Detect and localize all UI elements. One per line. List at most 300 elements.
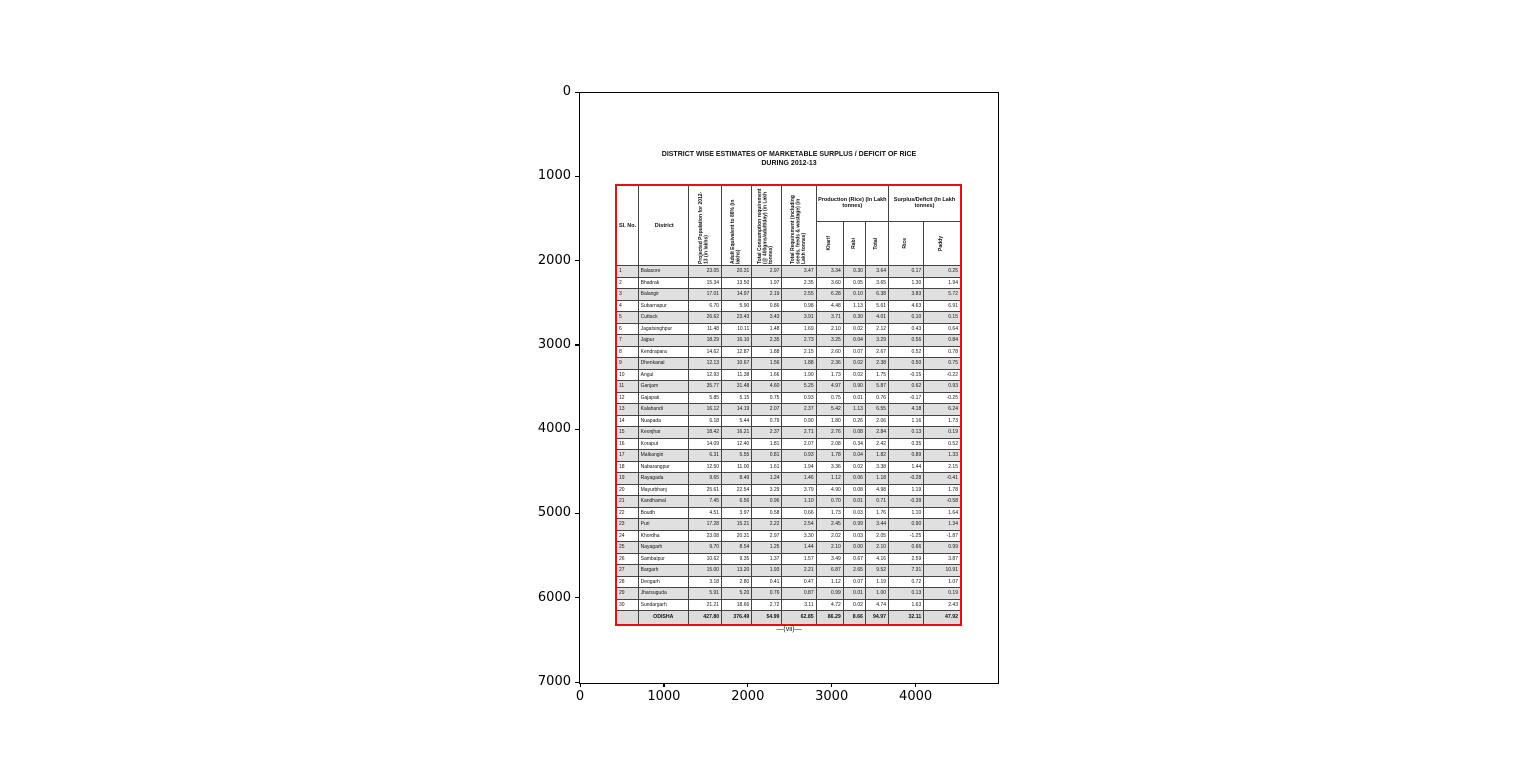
table-cell: 0.52 <box>889 346 924 358</box>
table-cell: 0.43 <box>889 323 924 335</box>
table-cell: 25.61 <box>688 484 721 496</box>
table-cell: 1.12 <box>816 576 843 588</box>
table-body <box>616 266 961 625</box>
table-cell: 3.18 <box>688 576 721 588</box>
table-cell: 6 <box>616 323 638 335</box>
table-cell: 4.60 <box>752 381 782 393</box>
table-cell: 2.72 <box>752 599 782 611</box>
table-cell: 0.06 <box>843 473 865 485</box>
table-cell: Deogarh <box>638 576 688 588</box>
table-cell: -0.17 <box>889 392 924 404</box>
table-cell: 3.91 <box>782 312 816 324</box>
table-cell: 6.56 <box>722 496 752 508</box>
table-cell: 9.65 <box>688 473 721 485</box>
table-cell: Kandhamal <box>638 496 688 508</box>
table-cell: 0.41 <box>752 576 782 588</box>
table-cell: 30 <box>616 599 638 611</box>
table-row <box>616 404 961 416</box>
table-cell: 2.45 <box>816 519 843 531</box>
table-cell: 6.18 <box>688 415 721 427</box>
table-cell: 6.28 <box>816 289 843 301</box>
table-cell: 0.90 <box>889 519 924 531</box>
table-cell: -0.25 <box>924 392 961 404</box>
y-axis-tick-label: 1000 <box>537 168 571 184</box>
table-cell: 1.07 <box>924 576 961 588</box>
header-surplus-deficit-group: Surplus/Deficit (In Lakh tonnes) <box>889 185 961 221</box>
table-row <box>616 346 961 358</box>
table-cell: 2 <box>616 277 638 289</box>
table-cell: 1.82 <box>865 450 888 462</box>
table-cell: 1.78 <box>924 484 961 496</box>
table-cell: 13 <box>616 404 638 416</box>
table-row <box>616 473 961 485</box>
table-cell: 7.45 <box>688 496 721 508</box>
table-cell: 1.18 <box>865 473 888 485</box>
table-cell: 2.80 <box>722 576 752 588</box>
table-row <box>616 507 961 519</box>
table-cell: 12.40 <box>722 438 752 450</box>
table-cell: 0.07 <box>843 576 865 588</box>
table-cell: 3.36 <box>816 461 843 473</box>
table-cell: 3.49 <box>816 553 843 565</box>
table-cell: 2.55 <box>782 289 816 301</box>
table-cell: 6.91 <box>924 300 961 312</box>
table-cell: 2.37 <box>782 404 816 416</box>
table-cell: 1.46 <box>782 473 816 485</box>
table-cell: 0.02 <box>843 369 865 381</box>
table-cell: 5.61 <box>865 300 888 312</box>
table-cell: 2.06 <box>865 415 888 427</box>
table-cell: 3.34 <box>816 266 843 278</box>
table-cell: 2.71 <box>782 427 816 439</box>
table-cell: Rayagada <box>638 473 688 485</box>
table-cell: 0.17 <box>889 266 924 278</box>
table-cell: 4.97 <box>816 381 843 393</box>
table-cell: 1.33 <box>924 450 961 462</box>
table-cell: 17.01 <box>688 289 721 301</box>
table-cell: 2.36 <box>816 358 843 370</box>
table-cell: 0.89 <box>889 450 924 462</box>
table-cell: 7 <box>616 335 638 347</box>
table-cell: 0.76 <box>752 588 782 600</box>
table-cell: 0.64 <box>924 323 961 335</box>
table-cell: 2.02 <box>816 530 843 542</box>
table-cell: 0.72 <box>889 576 924 588</box>
y-axis-tick-label: 7000 <box>537 674 571 689</box>
table-cell: 0.35 <box>889 438 924 450</box>
table-cell: 2.08 <box>816 438 843 450</box>
table-cell: 0.02 <box>843 461 865 473</box>
table-cell: 0.50 <box>889 358 924 370</box>
table-cell: 2.73 <box>782 335 816 347</box>
table-cell: 2.10 <box>865 542 888 554</box>
table-cell: 3.60 <box>816 277 843 289</box>
table-cell: 3 <box>616 289 638 301</box>
table-cell: 2.21 <box>782 565 816 577</box>
table-cell: 0.93 <box>782 392 816 404</box>
table-cell: -1.87 <box>924 530 961 542</box>
table-cell: 3.30 <box>782 530 816 542</box>
table-cell: 17.28 <box>688 519 721 531</box>
table-row <box>616 519 961 531</box>
table-header <box>616 185 961 266</box>
table-cell: 2.65 <box>843 565 865 577</box>
table-row <box>616 335 961 347</box>
table-cell: 1.34 <box>924 519 961 531</box>
table-cell: 14.62 <box>688 346 721 358</box>
table-cell: 0.86 <box>752 300 782 312</box>
table-cell: 20 <box>616 484 638 496</box>
table-cell: Boudh <box>638 507 688 519</box>
table-cell: 0.04 <box>843 450 865 462</box>
total-cell: 427.80 <box>688 611 721 625</box>
table-cell: 1.93 <box>752 565 782 577</box>
table-cell: 1.81 <box>752 438 782 450</box>
table-cell: 3.11 <box>782 599 816 611</box>
table-cell: 1.44 <box>782 542 816 554</box>
table-cell: 0.93 <box>924 381 961 393</box>
table-cell: Bhadrak <box>638 277 688 289</box>
table-cell: Sambalpur <box>638 553 688 565</box>
table-cell: 16 <box>616 438 638 450</box>
table-cell: 13.50 <box>722 277 752 289</box>
table-cell: 10.11 <box>722 323 752 335</box>
table-cell: 0.70 <box>816 496 843 508</box>
table-cell: 26.62 <box>688 312 721 324</box>
table-cell: 0.26 <box>843 415 865 427</box>
table-cell: 0.79 <box>752 415 782 427</box>
table-cell: 0.66 <box>782 507 816 519</box>
x-axis-tick-label: 0 <box>575 689 585 704</box>
table-cell: 0.10 <box>889 312 924 324</box>
table-cell: 18.29 <box>688 335 721 347</box>
table-cell: 35.77 <box>688 381 721 393</box>
table-row <box>616 266 961 278</box>
table-cell: 3.71 <box>816 312 843 324</box>
table-cell: 11.48 <box>688 323 721 335</box>
table-cell: 0.00 <box>843 542 865 554</box>
table-cell: 4.63 <box>889 300 924 312</box>
table-cell: -0.28 <box>889 473 924 485</box>
table-cell: 2.97 <box>752 266 782 278</box>
table-cell: Subarnapur <box>638 300 688 312</box>
table-cell: 2.07 <box>752 404 782 416</box>
header-adult-equivalent: Adult Equivalent to 88% (in lakhs) <box>722 185 752 266</box>
header-total-consumption: Total Consumption requirement (@ 400gms/adult/day) (in Lakh tonnes) <box>752 185 782 266</box>
table-cell: 0.08 <box>843 427 865 439</box>
table-row <box>616 576 961 588</box>
total-cell: 47.92 <box>924 611 961 625</box>
table-cell: 2.35 <box>752 335 782 347</box>
rice-surplus-table <box>615 184 962 626</box>
table-cell: 4.01 <box>865 312 888 324</box>
table-cell: 3.47 <box>782 266 816 278</box>
table-cell: 2.60 <box>816 346 843 358</box>
table-cell: Angul <box>638 369 688 381</box>
header-total: Total <box>865 221 888 265</box>
table-cell: 2.05 <box>865 530 888 542</box>
table-cell: 4.18 <box>889 404 924 416</box>
table-cell: 9.70 <box>688 542 721 554</box>
table-cell: 3.65 <box>865 277 888 289</box>
table-cell: 8.49 <box>722 473 752 485</box>
header-district: District <box>638 185 688 266</box>
table-cell: Koraput <box>638 438 688 450</box>
table-cell: 5.15 <box>722 392 752 404</box>
table-cell: 0.52 <box>924 438 961 450</box>
table-row <box>616 312 961 324</box>
total-cell: 62.85 <box>782 611 816 625</box>
table-cell: 4.74 <box>865 599 888 611</box>
table-cell: 0.01 <box>843 588 865 600</box>
table-cell: 1.63 <box>889 599 924 611</box>
table-row <box>616 277 961 289</box>
table-cell: 10 <box>616 369 638 381</box>
table-cell: 0.84 <box>924 335 961 347</box>
table-cell: Puri <box>638 519 688 531</box>
table-cell: 12.93 <box>688 369 721 381</box>
table-cell: 3.83 <box>889 289 924 301</box>
table-cell: 0.02 <box>843 358 865 370</box>
table-cell: -0.41 <box>924 473 961 485</box>
table-cell: 1.19 <box>865 576 888 588</box>
total-cell: ODISHA <box>638 611 688 625</box>
table-cell: 0.19 <box>924 427 961 439</box>
table-cell: 1.94 <box>782 461 816 473</box>
table-row <box>616 496 961 508</box>
table-cell: 1.69 <box>782 323 816 335</box>
table-cell: 2.10 <box>816 542 843 554</box>
table-cell: 2.59 <box>889 553 924 565</box>
total-cell <box>616 611 638 625</box>
table-cell: 5 <box>616 312 638 324</box>
table-cell: 10.67 <box>722 358 752 370</box>
table-cell: 1.73 <box>924 415 961 427</box>
table-cell: 0.04 <box>843 335 865 347</box>
table-row <box>616 369 961 381</box>
table-cell: 16.10 <box>722 335 752 347</box>
table-cell: Nabarangpur <box>638 461 688 473</box>
table-cell: 11.38 <box>722 369 752 381</box>
y-axis-tick-label: 3000 <box>537 336 571 352</box>
table-cell: 1.44 <box>889 461 924 473</box>
table-cell: 5.42 <box>816 404 843 416</box>
table-cell: 0.93 <box>782 450 816 462</box>
table-cell: 1.90 <box>782 369 816 381</box>
table-cell: 0.05 <box>843 277 865 289</box>
table-cell: 5.20 <box>722 588 752 600</box>
y-axis-tick-label: 0 <box>562 84 571 99</box>
table-cell: 1.56 <box>752 358 782 370</box>
table-cell: 5.91 <box>688 588 721 600</box>
table-cell: 16.21 <box>722 427 752 439</box>
table-cell: 15.00 <box>688 565 721 577</box>
table-cell: 23.08 <box>688 530 721 542</box>
x-axis-tick-label: 2000 <box>731 689 765 704</box>
table-cell: 1.30 <box>889 277 924 289</box>
y-axis-tick-label: 2000 <box>537 252 571 268</box>
table-cell: 2.22 <box>752 519 782 531</box>
table-cell: 1.61 <box>752 461 782 473</box>
table-cell: 15 <box>616 427 638 439</box>
table-cell: 8.54 <box>722 542 752 554</box>
table-cell: 0.99 <box>843 519 865 531</box>
table-cell: 0.13 <box>889 427 924 439</box>
total-cell: 32.11 <box>889 611 924 625</box>
document-title-line2: DURING 2012-13 <box>761 160 817 167</box>
table-cell: 3.38 <box>865 461 888 473</box>
table-row <box>616 300 961 312</box>
table-cell: 0.87 <box>782 588 816 600</box>
table-cell: 0.02 <box>843 599 865 611</box>
table-cell: 19 <box>616 473 638 485</box>
table-cell: 9.35 <box>722 553 752 565</box>
table-cell: 1.88 <box>752 346 782 358</box>
table-row <box>616 289 961 301</box>
table-cell: 2.76 <box>816 427 843 439</box>
table-cell: 23.05 <box>688 266 721 278</box>
table-cell: 0.75 <box>816 392 843 404</box>
table-cell: 5.25 <box>782 381 816 393</box>
header-sl-no: Sl. No. <box>616 185 638 266</box>
table-cell: 5.90 <box>722 300 752 312</box>
table-cell: 1.10 <box>782 496 816 508</box>
table-cell: 12.50 <box>688 461 721 473</box>
table-cell: 0.25 <box>924 266 961 278</box>
table-cell: 2.15 <box>782 346 816 358</box>
table-cell: 18.42 <box>688 427 721 439</box>
table-cell: 12 <box>616 392 638 404</box>
table-cell: 0.30 <box>843 266 865 278</box>
table-cell: 0.71 <box>865 496 888 508</box>
page-footer-mark: —(vii)— <box>776 626 802 633</box>
table-cell: 9.52 <box>865 565 888 577</box>
table-row <box>616 323 961 335</box>
table-cell: 0.90 <box>843 381 865 393</box>
table-cell: 0.66 <box>889 542 924 554</box>
table-cell: Kendrapara <box>638 346 688 358</box>
table-cell: 3.44 <box>865 519 888 531</box>
document-title <box>580 150 998 168</box>
table-cell: 12.13 <box>688 358 721 370</box>
table-cell: 2.12 <box>865 323 888 335</box>
table-cell: 1.25 <box>752 542 782 554</box>
table-cell: Keonjhar <box>638 427 688 439</box>
table-cell: 0.58 <box>752 507 782 519</box>
table-cell: 1.19 <box>889 484 924 496</box>
table-cell: 9 <box>616 358 638 370</box>
table-cell: 7.31 <box>889 565 924 577</box>
header-rabi: Rabi <box>843 221 865 265</box>
table-cell: Nayagarh <box>638 542 688 554</box>
table-cell: -0.39 <box>889 496 924 508</box>
table-cell: 5.87 <box>865 381 888 393</box>
table-cell: 5.85 <box>688 392 721 404</box>
table-cell: 0.56 <box>889 335 924 347</box>
table-cell: 0.76 <box>865 392 888 404</box>
table-row <box>616 530 961 542</box>
table-cell: 3.79 <box>782 484 816 496</box>
table-row <box>616 381 961 393</box>
table-row <box>616 553 961 565</box>
table-cell: 10.62 <box>688 553 721 565</box>
table-cell: 20.31 <box>722 266 752 278</box>
table-cell: 29 <box>616 588 638 600</box>
table-cell: Cuttack <box>638 312 688 324</box>
table-cell: -0.58 <box>924 496 961 508</box>
total-cell: 376.49 <box>722 611 752 625</box>
table-cell: 22.54 <box>722 484 752 496</box>
table-row <box>616 450 961 462</box>
y-axis-tick-label: 6000 <box>537 589 571 605</box>
table-cell: 0.75 <box>924 358 961 370</box>
table-cell: 27 <box>616 565 638 577</box>
table-cell: 1.94 <box>924 277 961 289</box>
table-cell: 3.29 <box>752 484 782 496</box>
table-cell: 18 <box>616 461 638 473</box>
table-cell: 0.81 <box>752 450 782 462</box>
table-cell: 20.31 <box>722 530 752 542</box>
table-cell: 4.48 <box>816 300 843 312</box>
plot-axes <box>579 92 999 684</box>
table-cell: 21 <box>616 496 638 508</box>
table-cell: 1.13 <box>843 300 865 312</box>
y-axis-tick-label: 5000 <box>537 505 571 521</box>
table-cell: 1.97 <box>752 277 782 289</box>
table-cell: 1.13 <box>843 404 865 416</box>
table-cell: 3.97 <box>722 507 752 519</box>
table-cell: 2.07 <box>782 438 816 450</box>
table-cell: 1 <box>616 266 638 278</box>
table-cell: Dhenkanal <box>638 358 688 370</box>
header-kharif: Kharif <box>816 221 843 265</box>
table-row <box>616 542 961 554</box>
table-cell: 10.91 <box>924 565 961 577</box>
table-cell: 1.73 <box>816 507 843 519</box>
table-cell: 23.43 <box>722 312 752 324</box>
table-cell: 2.10 <box>816 323 843 335</box>
table-cell: 0.02 <box>843 323 865 335</box>
table-cell: 0.10 <box>843 289 865 301</box>
table-cell: 2.19 <box>752 289 782 301</box>
table-cell: 2.15 <box>924 461 961 473</box>
table-cell: 4 <box>616 300 638 312</box>
table-cell: 8 <box>616 346 638 358</box>
table-cell: 3.87 <box>924 553 961 565</box>
table-cell: 5.55 <box>722 450 752 462</box>
table-cell: 1.24 <box>752 473 782 485</box>
table-cell: 6.55 <box>865 404 888 416</box>
table-cell: 2.38 <box>865 358 888 370</box>
table-cell: Balangir <box>638 289 688 301</box>
table-row <box>616 392 961 404</box>
table-cell: 0.34 <box>843 438 865 450</box>
table-cell: 4.16 <box>865 553 888 565</box>
table-cell: 5.72 <box>924 289 961 301</box>
table-cell: 0.13 <box>889 588 924 600</box>
table-row <box>616 599 961 611</box>
table-cell: 3.29 <box>865 335 888 347</box>
table-cell: 22 <box>616 507 638 519</box>
table-cell: -0.22 <box>924 369 961 381</box>
table-cell: Jajpur <box>638 335 688 347</box>
table-cell: 0.07 <box>843 346 865 358</box>
table-cell: 1.12 <box>816 473 843 485</box>
table-cell: 6.31 <box>688 450 721 462</box>
table-row <box>616 358 961 370</box>
table-cell: Gajapati <box>638 392 688 404</box>
table-cell: 1.64 <box>924 507 961 519</box>
